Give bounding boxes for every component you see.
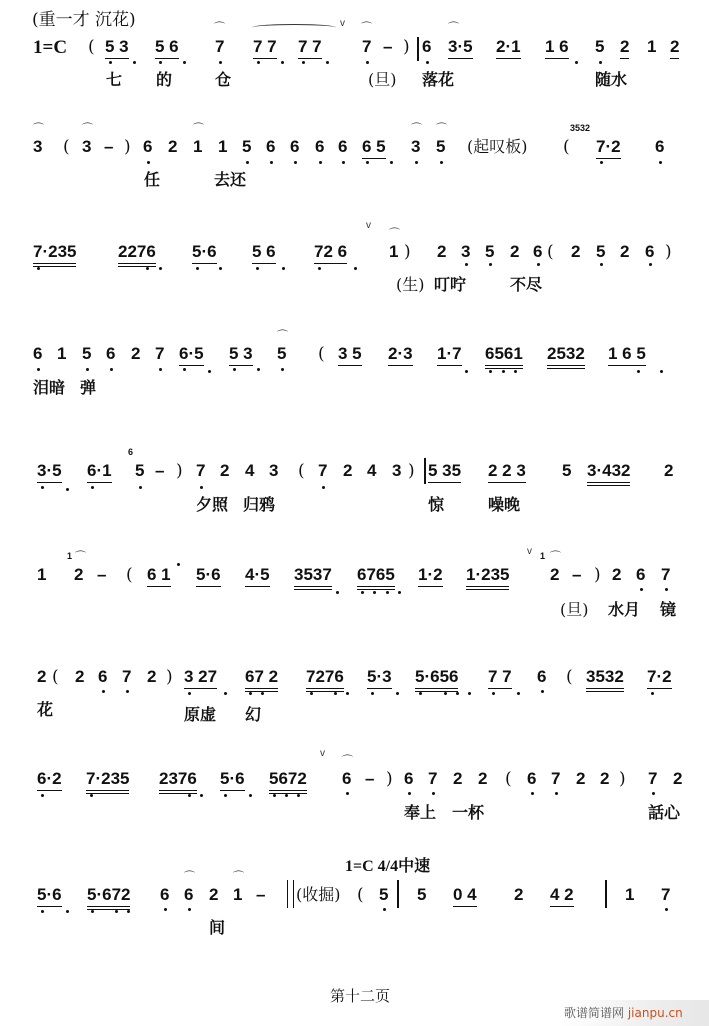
lyric: 奉上 (404, 803, 437, 822)
fermata-icon: ⌒ (193, 123, 204, 135)
note: ( (357, 885, 364, 905)
note-group: 7·235 (33, 242, 76, 267)
note: 2 (75, 667, 85, 686)
note-group: 4 2 (550, 885, 574, 907)
note: 5 (242, 137, 252, 156)
section-marker: (起叹板) (467, 137, 528, 156)
note: 2 (453, 769, 463, 788)
lyric: 镜 (660, 600, 677, 619)
note-group: 3532 (586, 667, 624, 692)
lyric-role: (旦) (560, 600, 589, 619)
lyric: 归鸦 (243, 495, 276, 514)
dash: – (365, 769, 375, 788)
note: ) (594, 565, 601, 585)
note: 5 (277, 344, 287, 363)
note: 6 (98, 667, 108, 686)
note: 6 (537, 667, 547, 686)
note: 1 (37, 565, 47, 584)
note-group: 1 6 (545, 37, 569, 59)
note: 3 (269, 461, 279, 480)
note: 2 (147, 667, 157, 686)
note-group: 1·235 (466, 565, 509, 590)
note: 3 (461, 242, 471, 261)
note: 5 (417, 885, 427, 904)
note-group: 5·6 (220, 769, 245, 791)
note-group: 5 6 (252, 242, 276, 264)
note: 7 (122, 667, 132, 686)
note: 2 (673, 769, 683, 788)
note: 7 (215, 37, 225, 56)
note-group: 5 35 (428, 461, 461, 483)
note-group: 3 5 (338, 344, 362, 366)
note-group: 3·432 (587, 461, 630, 486)
note-group: 3·5 (37, 461, 62, 483)
note: 3 (33, 137, 43, 156)
note-group: 2276 (118, 242, 156, 267)
lyric: 落花 (422, 70, 455, 89)
note: 1 (193, 137, 203, 156)
lyric: 去还 (214, 170, 247, 189)
barline (397, 880, 399, 908)
note: 6 (636, 565, 646, 584)
note: 2 (620, 242, 630, 261)
note: 2 (220, 461, 230, 480)
note: ( (563, 137, 570, 157)
system-5 (0, 447, 709, 501)
note: 1 (625, 885, 635, 904)
note-group: 6765 (357, 565, 395, 590)
key-signature: 1=C (33, 37, 68, 58)
note: 6 (184, 885, 194, 904)
breath-mark-icon: v (527, 546, 532, 557)
lyric: 仓 (215, 70, 232, 89)
lyric-role: (生) (396, 275, 425, 294)
fermata-icon: ⌒ (389, 228, 400, 240)
note-group: 3 27 (184, 667, 217, 689)
note-group: 0 4 (453, 885, 477, 907)
note: ) (404, 242, 411, 262)
note-group: 1 6 5 (608, 344, 646, 366)
dash: – (104, 137, 114, 156)
note: 6 (655, 137, 665, 156)
note: 2 (620, 37, 629, 59)
note: ( (505, 769, 512, 789)
fermata-icon: ⌒ (184, 871, 195, 883)
system-3 (0, 242, 709, 282)
fermata-icon: ⌒ (550, 551, 561, 563)
note-group: 5·656 (415, 667, 458, 692)
note: 6 (290, 137, 300, 156)
note-group: 7·2 (647, 667, 672, 689)
note: 2 (612, 565, 622, 584)
note: ( (298, 461, 305, 481)
note: 2 (209, 885, 219, 904)
lyric: 花 (37, 700, 54, 719)
note-group: 6·1 (87, 461, 112, 483)
note: 2 (514, 885, 524, 904)
note: 5 (485, 242, 495, 261)
grace-note: 1 (540, 551, 546, 561)
watermark-cn: 歌谱简谱网 (564, 1006, 625, 1020)
fermata-icon: ⌒ (342, 755, 353, 767)
note-group: 67 2 (245, 667, 278, 692)
note: ( (52, 667, 59, 687)
note: ) (408, 461, 415, 481)
fermata-icon: ⌒ (214, 22, 225, 34)
note: ) (619, 769, 626, 789)
note-group: 2·1 (496, 37, 521, 59)
lyric: 水月 (608, 600, 641, 619)
note: 4 (245, 461, 255, 480)
note: 5 (596, 242, 606, 261)
grace-note: 1 (67, 551, 73, 561)
lyric: 泪暗 (33, 378, 66, 397)
lyric: 夕照 (196, 495, 229, 514)
slur-icon (252, 24, 336, 31)
note-group: 7·2 (596, 137, 621, 159)
lyric: 話心 (648, 803, 681, 822)
lyric-role: (旦) (368, 70, 397, 89)
note: ) (124, 137, 131, 157)
note: 7 (196, 461, 206, 480)
fermata-icon: ⌒ (448, 22, 459, 34)
note-group: 5·6 (37, 885, 62, 907)
note-group: 6561 (485, 344, 523, 369)
note: 2 (168, 137, 178, 156)
lyric: 七 (106, 70, 123, 89)
note-group: 2532 (547, 344, 585, 369)
note: 5 (379, 885, 389, 904)
note-group: 1·2 (418, 565, 443, 587)
note: 7 (648, 769, 658, 788)
lyric: 的 (156, 70, 173, 89)
dash: – (256, 885, 266, 904)
grace-notes: 3532 (570, 123, 591, 133)
dash: – (383, 37, 393, 56)
barline (417, 37, 419, 61)
system-6 (0, 551, 709, 605)
note-group: 3·5 (448, 37, 473, 59)
section-label: (重一才 沉花) (32, 10, 136, 30)
note: 1 (389, 242, 399, 261)
note: 7 (318, 461, 328, 480)
note: 2 (74, 565, 84, 584)
system-2 (0, 123, 709, 177)
fermata-icon: ⌒ (361, 22, 372, 34)
note: 7 (155, 344, 165, 363)
lyric: 不尽 (510, 275, 543, 294)
note: 6 (143, 137, 153, 156)
note-group: 3537 (294, 565, 332, 590)
note-group: 7276 (306, 667, 344, 692)
breath-mark-icon: v (366, 220, 371, 231)
note: 1 (647, 37, 657, 56)
system-8 (0, 769, 709, 809)
note: 2 (576, 769, 586, 788)
note: 7 (661, 565, 671, 584)
double-barline (287, 880, 294, 908)
note: 6 (404, 769, 414, 788)
note-group: 2376 (159, 769, 197, 794)
note: 6 (342, 769, 352, 788)
section-marker: (收掘) (296, 885, 341, 904)
note-group: 5·6 (192, 242, 217, 264)
note: 5 (82, 344, 92, 363)
fermata-icon: ⌒ (277, 330, 288, 342)
note: 6 (106, 344, 116, 363)
note: ( (566, 667, 573, 687)
note: 6 (527, 769, 537, 788)
note: 6 (315, 137, 325, 156)
note: 6 (645, 242, 655, 261)
watermark (560, 1000, 709, 1026)
page-number: 第十二页 (330, 987, 391, 1005)
dash: – (572, 565, 582, 584)
note: 3 (392, 461, 402, 480)
note: 2 (437, 242, 447, 261)
lyric: 惊 (428, 495, 445, 514)
lyric: 叮咛 (434, 275, 467, 294)
note-group: 2·3 (388, 344, 413, 366)
lyric: 间 (209, 918, 226, 937)
note-group: 1·7 (437, 344, 462, 366)
note: 2 (343, 461, 353, 480)
tempo-marking: 1=C 4/4中速 (345, 858, 431, 875)
note-group: 4·5 (245, 565, 270, 587)
note: 6 (160, 885, 170, 904)
note-group: 2 2 3 (488, 461, 526, 483)
barline (424, 458, 426, 484)
barline (605, 880, 607, 908)
note: 4 (367, 461, 377, 480)
note: ( (318, 344, 325, 364)
note-group: 6·2 (37, 769, 62, 791)
note: 2 (571, 242, 581, 261)
system-4 (0, 344, 709, 384)
note: 5 (135, 461, 145, 480)
note: 6 (266, 137, 276, 156)
note: ( (88, 37, 95, 57)
lyric: 原虚 (184, 705, 217, 724)
system-9 (0, 885, 709, 925)
note: 7 (428, 769, 438, 788)
note: 1 (218, 137, 228, 156)
note-group: 5672 (269, 769, 307, 794)
note: 2 (600, 769, 610, 788)
note-group: 6·5 (179, 344, 204, 366)
fermata-icon: ⌒ (436, 123, 447, 135)
note-group: 5 6 (155, 37, 179, 59)
dash: – (97, 565, 107, 584)
note: ) (403, 37, 410, 57)
note: 2 (670, 37, 679, 59)
lyric: 任 (144, 170, 161, 189)
note: ( (547, 242, 554, 262)
note: 6 (338, 137, 348, 156)
note: 5 (595, 37, 605, 56)
note-group: 5·3 (367, 667, 392, 689)
note: ) (176, 461, 183, 481)
dash: – (155, 461, 165, 480)
note: 6 (422, 37, 432, 56)
grace-note: 6 (128, 447, 134, 457)
lyric: 弹 (80, 378, 97, 397)
note: 3 (411, 137, 421, 156)
breath-mark-icon: v (320, 748, 325, 759)
fermata-icon: ⌒ (233, 871, 244, 883)
fermata-icon: ⌒ (75, 551, 86, 563)
watermark-en: jianpu.cn (627, 1006, 683, 1020)
note: 2 (131, 344, 141, 363)
lyric: 噪晚 (488, 495, 521, 514)
note: 2 (510, 242, 520, 261)
note: 7 (362, 37, 372, 56)
note-group: 6 5 (362, 137, 386, 159)
fermata-icon: ⌒ (411, 123, 422, 135)
note: 6 (533, 242, 543, 261)
note: 3 (82, 137, 92, 156)
fermata-icon: ⌒ (82, 123, 93, 135)
note-group: 5 3 (229, 344, 253, 366)
note: 1 (233, 885, 243, 904)
note: ( (126, 565, 133, 585)
fermata-icon: ⌒ (33, 123, 44, 135)
note-group: 7·235 (86, 769, 129, 794)
note: ) (665, 242, 672, 262)
note: 5 (436, 137, 446, 156)
note-group: 7 7 (298, 37, 322, 59)
note: 2 (664, 461, 674, 480)
breath-mark-icon: v (340, 18, 345, 29)
note: ) (166, 667, 173, 687)
note-group: 7 7 (253, 37, 277, 59)
note-group: 5·6 (196, 565, 221, 587)
note-group: 6 1 (147, 565, 171, 587)
system-7 (0, 667, 709, 707)
note: 2 (550, 565, 560, 584)
note: 6 (33, 344, 43, 363)
note-group: 5 3 (105, 37, 129, 59)
note: 2 (37, 667, 47, 686)
note-group: 5·672 (87, 885, 130, 910)
note: 7 (661, 885, 671, 904)
lyric: 随水 (595, 70, 628, 89)
lyric: 一杯 (452, 803, 485, 822)
lyric: 幻 (245, 705, 262, 724)
note-group: 7 7 (488, 667, 512, 689)
note: 5 (562, 461, 572, 480)
note: ) (386, 769, 393, 789)
note: ( (63, 137, 70, 157)
note: 2 (478, 769, 488, 788)
note: 7 (551, 769, 561, 788)
note-group: 72 6 (314, 242, 347, 264)
note: 1 (57, 344, 67, 363)
